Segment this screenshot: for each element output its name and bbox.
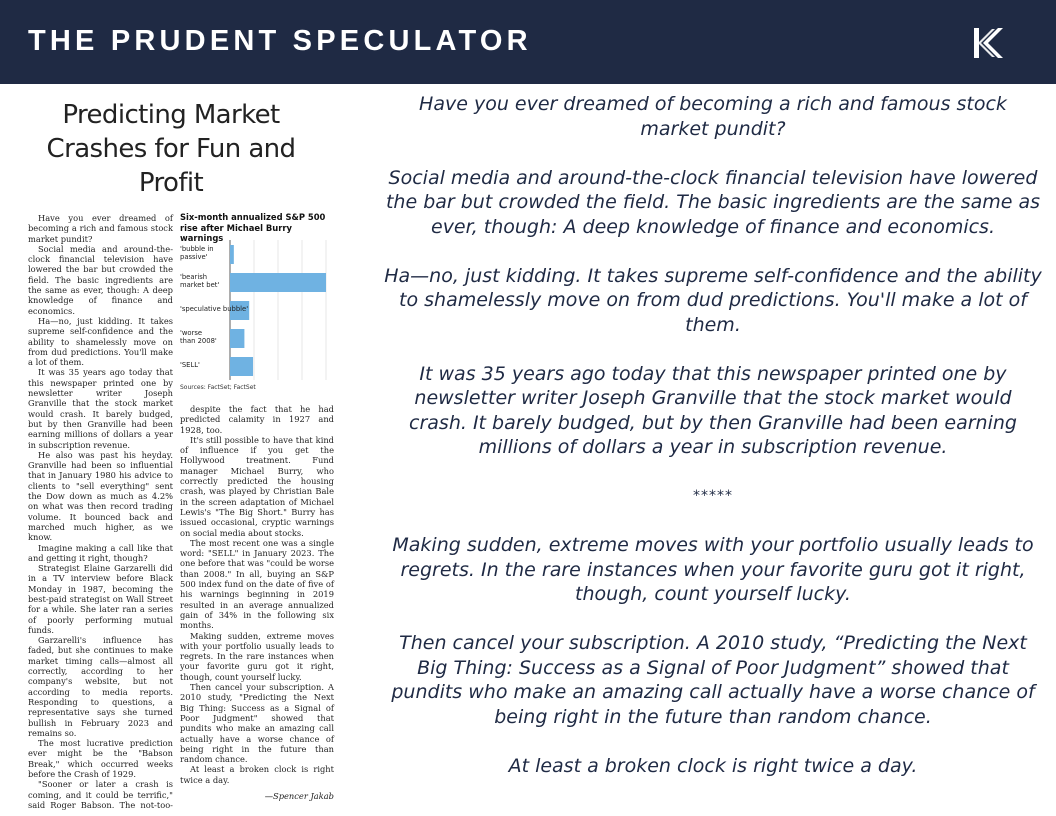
- article-clipping: [16, 94, 346, 810]
- chart-category-label: 'speculative bubble': [180, 305, 249, 313]
- chart-svg: [180, 238, 338, 382]
- article-paragraph: Imagine making a call like that and getting it right, though?: [28, 542, 173, 563]
- quote-text-panel: [383, 92, 1043, 803]
- chart-bar: [230, 273, 326, 292]
- article-column-2: [180, 404, 334, 801]
- chart-category-label: 'SELL': [180, 361, 200, 369]
- article-byline: —Spencer Jakab: [264, 790, 334, 801]
- chart-category-label: 'worse than 2008': [180, 329, 217, 345]
- chart-source: Sources: FactSet; FactSet: [180, 384, 256, 391]
- article-paragraph: It was 35 years ago today that this newspaper printed one by newsletter writer Joseph Granville that the stock market would crash. It barely budged, but by then Granville had been earning millions of dollars a year in subscription revenue.: [28, 367, 173, 450]
- quote-paragraph: Making sudden, extreme moves with your portfolio usually leads to regrets. In the rare instances when your favorite guru got it right, though, count yourself lucky.: [392, 534, 1034, 605]
- quote-paragraph: Then cancel your subscription. A 2010 study, “Predicting the Next Big Thing: Success as a Signal of Poor Judgment” showed that pundits who make an amazing call actually have a worse chance of being right in the future than random chance.: [391, 632, 1035, 728]
- section-divider-stars: *****: [693, 488, 733, 504]
- quote-paragraph: It was 35 years ago today that this newspaper printed one by newsletter writer Joseph Granville that the stock market would crash. It barely budged, but by then Granville had been earning millions of dollars a year in subscription revenue.: [409, 362, 1017, 458]
- article-paragraph: The most lucrative prediction ever might be the "Babson Break," which occurred weeks before the Crash of 1929.: [28, 738, 173, 780]
- article-paragraph: "Sooner or later a crash is coming, and it could be terrific," said Roger Babson. The not-too-: [28, 779, 173, 810]
- chart-bar: [230, 357, 253, 376]
- quote-paragraph: At least a broken clock is right twice a day.: [508, 754, 918, 777]
- article-title: Predicting Market Crashes for Fun and Profit: [46, 100, 296, 198]
- article-paragraph: Have you ever dreamed of becoming a rich and famous stock market pundit?: [28, 213, 173, 244]
- quote-paragraph: Social media and around-the-clock financial television have lowered the bar but crowded the field. The basic ingredients are the same as ever, though: A deep knowledge of finance and economics.: [385, 166, 1041, 238]
- article-paragraph: Strategist Elaine Garzarelli did in a TV interview before Black Monday in 1987, becoming the best-paid strategist on Wall Street for a while. She later ran a series of poorly performing mutual funds.: [28, 563, 173, 635]
- header-bar: [0, 0, 1056, 84]
- prudent-speculator-k-logo-icon: [970, 26, 1004, 60]
- article-paragraph: Making sudden, extreme moves with your portfolio usually leads to regrets. In the rare instances when your favorite guru got it right, though, count yourself lucky.: [180, 630, 334, 682]
- header-title: THE PRUDENT SPECULATOR: [28, 25, 532, 57]
- chart-bar: [230, 245, 234, 264]
- quote-paragraph: Have you ever dreamed of becoming a rich and famous stock market pundit?: [419, 93, 1007, 140]
- quote-paragraph: Ha—no, just kidding. It takes supreme self-confidence and the ability to shamelessly move on from dud predictions. You'll make a lot of them.: [384, 264, 1042, 336]
- article-paragraph: Social media and around-the-clock financial television have lowered the bar but crowded the field. The basic ingredients are the same as ever, though: A deep knowledge of finance and economics.: [28, 243, 173, 316]
- article-paragraph: It's still possible to have that kind of influence if you get the Hollywood treatment. Fund manager Michael Burry, who correctly predicted the housing crash, was played by Christian Bale in the screen adaptation of Michael Lewis's "The Big Short." Burry has issued occasional, cryptic warnings on social media about stocks.: [180, 434, 334, 538]
- chart-title: Six-month annualized S&P 500 rise after Michael Burry warnings: [180, 212, 326, 243]
- article-paragraph: despite the fact that he had predicted calamity in 1927 and 1928, too.: [180, 404, 334, 435]
- article-paragraph: Garzarelli's influence has faded, but she continues to make market timing calls—almost all correctly, according to her company's website, but not according to media reports. Responding to questions, a representative says she turned bullish in February 2023 and remains so.: [28, 635, 173, 738]
- article-paragraph: Ha—no, just kidding. It takes supreme self-confidence and the ability to shamelessly move on from dud predictions. You'll make a lot of them.: [28, 315, 173, 368]
- article-paragraph: Then cancel your subscription. A 2010 study, "Predicting the Next Big Thing: Success as a Signal of Poor Judgment" showed that pundits who make an amazing call actually have a worse chance of being right in the future than random chance.: [180, 682, 334, 765]
- chart-category-label: 'bubble in passive': [180, 245, 214, 261]
- article-paragraph: At least a broken clock is right twice a day.: [180, 764, 334, 785]
- chart-category-label: 'bearish market bet': [180, 273, 220, 289]
- burry-warnings-chart: [180, 212, 338, 404]
- chart-bar: [230, 329, 244, 348]
- article-paragraph: The most recent one was a single word: "SELL" in January 2023. The one before that was "could be worse than 2008." In all, buying an S&P 500 index fund on the date of five of his warnings beginning in 2019 resulted in an average annualized gain of 34% in the following six months.: [180, 537, 334, 631]
- article-column-1: [28, 213, 173, 810]
- article-paragraph: He also was past his heyday. Granville had been so influential that in January 1980 his advice to clients to "sell everything" sent the Dow down as much as 4.2% on what was then record trading volume. It bounced back and marched much higher, as we know.: [28, 449, 173, 543]
